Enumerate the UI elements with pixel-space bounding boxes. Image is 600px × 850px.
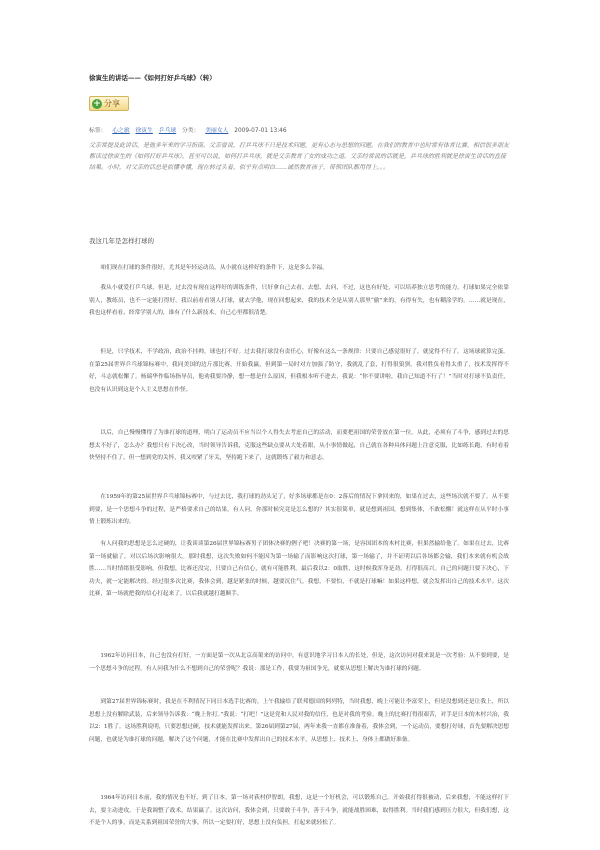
body-paragraph: 在1959年的第25届世界乒乓球锦标赛中，与过去比，我打球的劲头足了，好多场球都是在0：2落后的情况下拿回来的，如果在过去，这些场次就不要了。从不要到要，是一个思想斗争的过程，是严格要求自己的结果。有人问，你那时候究竟是怎么想的？其实很简单，就是想到祖国，想到集体，不敢松懈！就这样在从平时小事情上锻炼出来的。 — [89, 494, 509, 525]
section-heading: 我这几年是怎样打球的 — [89, 237, 154, 245]
post-date: 2009-07-01 13:46 — [234, 128, 287, 134]
share-button[interactable] — [89, 96, 129, 111]
body-paragraph: 咱们现在打球的条件很好，尤其是年轻运动员，从小就在这样好的条件下，这是多么幸福。 — [100, 265, 328, 271]
body-paragraph: 到第27届世界锦标赛时，我是在不利情况下同日本选手比赛的。上午我输给了联邦德国的阿列特，当时我想，晚上可能让李富荣上，但是没想到还是让我上，所以思想上没有解除武装，后来领导告诉我：“晚上你打。”我说：“打吧！”这是党和人民对我的信任，也是对我的考验。晚上的比赛打得很艰苦，对手是日本的木村兴治，我以2：1胜了。这场胜利说明，只要思想过硬，技术就能发挥出来。第26届到第27届，两年来我一直都在准备着，我体会到，一个运动员，要想打好球，首先要解决思想问题，也就是为谁打球的问题，解决了这个问题，才能在比赛中发挥出自己的技术水平，从思想上、技术上、身体上都做好准备。 — [89, 699, 509, 743]
tags-label: 标签： — [89, 128, 107, 134]
body-paragraph: 我从小就爱打乒乓球，但是，过去没有现在这样好的训练条件，只好拿自己去看、去想、去问、不过，这也有好处，可以培养独立思考的能力。打球如果完全依靠别人，教练员，也不一定能打得好。我以前看看别人打球，就去学他，现在回想起来，我的技术全是从别人那里“偷”来的，有得有失，也有糊涂学的。……就是现在，我也这样看看、经常学别人的，谁有了什么新技术，自己心里都很清楚。 — [89, 285, 509, 316]
body-paragraph: 但是，只学技术，不学政治，政治不挂帅，球也打不好。过去我打球没有责任心，好像有这么一条规律：只要自己感觉很好了，就觉得不行了。这场球就算完蛋。在第25届世界乒乓球锦标赛中，我同美国的边斤那比赛，开始我赢，但到第一局时对方加强了防守，我就乱了套，打得很狼狈。我对胜负看得太重了，技术发挥得不好，斗志就松懈了。杨瑞华作临场指导员，他劝我要冷静，想一想是什么原因，但我根本听不进去，我说：“你不要讲啦，我自己知道不行了！”当时对打球不负责任，也没有认识到这是个人主义思想在作怪。 — [89, 349, 509, 393]
category-label: 分类： — [182, 128, 200, 134]
body-paragraph: 有人问我的思想是怎么过硬的，让我谈谈第26届世界锦标赛男子团体决赛的例子吧！决赛的第一场，是容国团本的木村比赛，但果然输给他了。如果在过去，比赛第一场就输了，对以后场次影响很大。那时我想，这次失败如何不能因为第一场输了而影响这次打球，第一场输了，并不证明以后各场都会输，我们本来就有机会战胜……当时情绪很受影响，但我想，比赛还没完，只要自己有信心，就有可能胜利。最后我以2：0取胜，这时候我浑身是劲，打得很高兴。自己的问题只要下决心，下功夫，就一定能解决的。经过很多次比赛，我体会到，越是紧张的时候，越要沉住气。我想，不要怕，不就是打球嘛！如果这样想，就会发挥出自己的技术水平。这次比赛，第一场就把我的信心打起来了，以后我就越打越顺手。 — [89, 541, 509, 597]
body-paragraph: 1964年访问日本前，我的情况也不好，到了日本，第一场对荻村伊智朗，我想，这是一个好机会，可以锻炼自己。开始我打得很被动，后来我想，不能这样打下去，要主动进攻。于是我调整了战术，结果赢了。这次访问，我体会到，只要敢于斗争，善于斗争，就能战胜困难，取得胜利。当时我们感到压力很大，但我们想，这不是个人的事，而是关系到祖国荣誉的大事，所以一定要打好，思想上没有负担，打起来就轻松了。 — [89, 795, 509, 826]
tag-link[interactable]: 徐寅生 — [135, 128, 153, 134]
body-paragraph: 1962年访问日本，自己也没有打好，一方面是第一次从北京高架来的访问中，有意识地学习日本人的长处，但是，这次访问对我来说是一次考验：从不要到要，是一个思想斗争的过程。有人问我为什么不想到自己的荣誉呢？我说：那是工作，我要为祖国争光，就要从思想上解决为谁打球的问题。 — [89, 653, 509, 672]
tag-link[interactable]: 心之旅 — [112, 128, 130, 134]
intro-paragraph: 父亲常提及此讲话，是他多年来的学习指南。父亲曾说，打乒乓球不只是技术问题，更有心态与思想的问题。在我们的教育中也时常有体育比赛，相信很多朋友都读过徐寅生的《如何打好乒乓球》，甚至可以说，如何打乒乓球，就是父亲教育了女的成功之道。父亲经常说的话就是，乒乓球的胜利就是徐寅生讲话的直接结果。小时，对父亲的话总是似懂非懂，现在转过头看，似乎有点明白……诚然教育孩子，带领团队都用得上。。。 — [89, 142, 510, 171]
plus-icon: + — [93, 98, 101, 109]
tag-link[interactable]: 乒乓球 — [158, 128, 177, 134]
article-title: 徐寅生的讲话——《如何打好乒乓球》（转） — [89, 74, 216, 82]
category-link[interactable]: 美丽女人 — [205, 128, 229, 134]
share-button-label: 分享 — [104, 99, 120, 108]
body-paragraph: 以后，自己慢慢懂得了为谁打球的道理，明白了运动员不应当以个人得失去考虑自己的活动，而要把祖国的荣誉放在第一位。从此，必须有了斗争，感到过去的思想太不好了，怎么办？我想只有下决心改，当时领导告诉我，克服这些缺点要从大处着眼，从小事情做起，自己就在各种具体问题上注意克服，比如练长跑，有时看着快坚持不住了，但一想到党的关怀，我又咬紧了牙关，坚持跑下来了，这就锻炼了毅力和意志。 — [89, 430, 509, 461]
article-meta — [89, 125, 291, 134]
